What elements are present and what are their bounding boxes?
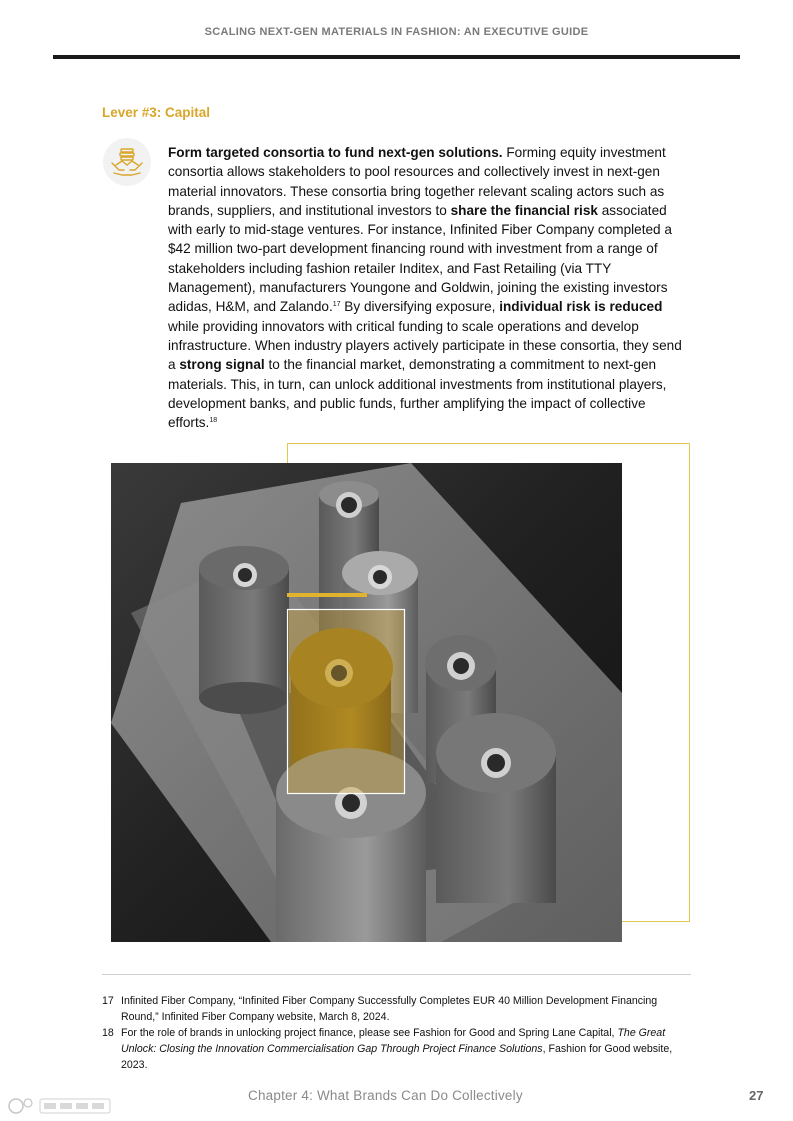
footnote-number: 18 — [102, 1027, 114, 1039]
footnote-18 — [102, 1025, 692, 1073]
footnote-17 — [102, 993, 692, 1025]
footnote-ref-17[interactable]: 17 — [332, 301, 341, 309]
body-text-run: to the financial market, demonstrating a commitment to next-gen materials. This, in turn, can unlock additional investments from institutional players, development banks, and public funds, further amplifying the impact of collective efforts. — [168, 357, 667, 431]
body-text-run: By diversifying exposure, — [340, 299, 500, 315]
body-text-run: associated with early to mid-stage ventures. For instance, Infinited Fiber Company completed a $42 million two-part development financing round with investment from a range of stakeholders including fashion retailer Inditex, and Fast Retailing (via TTY Management), manufacturers Youngone and Goldwin, joining the existing investors adidas, H&M, and Zalando. — [168, 202, 672, 315]
body-paragraph — [168, 143, 693, 432]
emphasis-strong-signal: strong signal — [179, 357, 265, 373]
yarn-spools-photo — [111, 463, 622, 942]
hands-coins-icon — [102, 137, 152, 187]
header-rule — [53, 55, 740, 59]
emphasis-risk-reduced: individual risk is reduced — [499, 299, 663, 315]
footnote-text: , Fashion for Good website, 2023. — [121, 1043, 673, 1071]
footnote-report-title: The Great Unlock: Closing the Innovation Commercialisation Gap Through Project Finance Solutions — [121, 1027, 666, 1055]
body-text-run: while providing innovators with critical funding to scale operations and develop infrastructure. When industry players actively participate in these consortia, they send a — [168, 318, 682, 373]
footnote-text: Infinited Fiber Company, “Infinited Fiber Company Successfully Completes EUR 40 Million Development Financing Round,” Infinited Fiber Company website, March 8, 2024. — [121, 995, 658, 1023]
body-text-run: Forming equity investment consortia allows stakeholders to pool resources and collectively invest in next-gen material innovators. These consortia bring together relevant scaling actors such as brands, suppliers, and institutional investors to — [168, 145, 666, 218]
running-header: SCALING NEXT-GEN MATERIALS IN FASHION: AN EXECUTIVE GUIDE — [204, 26, 589, 38]
footnote-number: 17 — [102, 995, 114, 1007]
section-title: Lever #3: Capital — [102, 105, 211, 120]
watermark-logo-icon — [6, 1094, 116, 1118]
footnote-rule — [102, 974, 691, 975]
chapter-footer: Chapter 4: What Brands Can Do Collectively — [248, 1088, 523, 1103]
footnote-text: For the role of brands in unlocking project finance, please see Fashion for Good and Spring Lane Capital, — [121, 1027, 618, 1039]
emphasis-share-risk: share the financial risk — [450, 202, 598, 218]
footnote-ref-18[interactable]: 18 — [209, 417, 218, 425]
footnotes — [102, 993, 692, 1073]
page-number: 27 — [749, 1088, 764, 1103]
lead-sentence: Form targeted consortia to fund next-gen solutions. — [168, 145, 503, 160]
